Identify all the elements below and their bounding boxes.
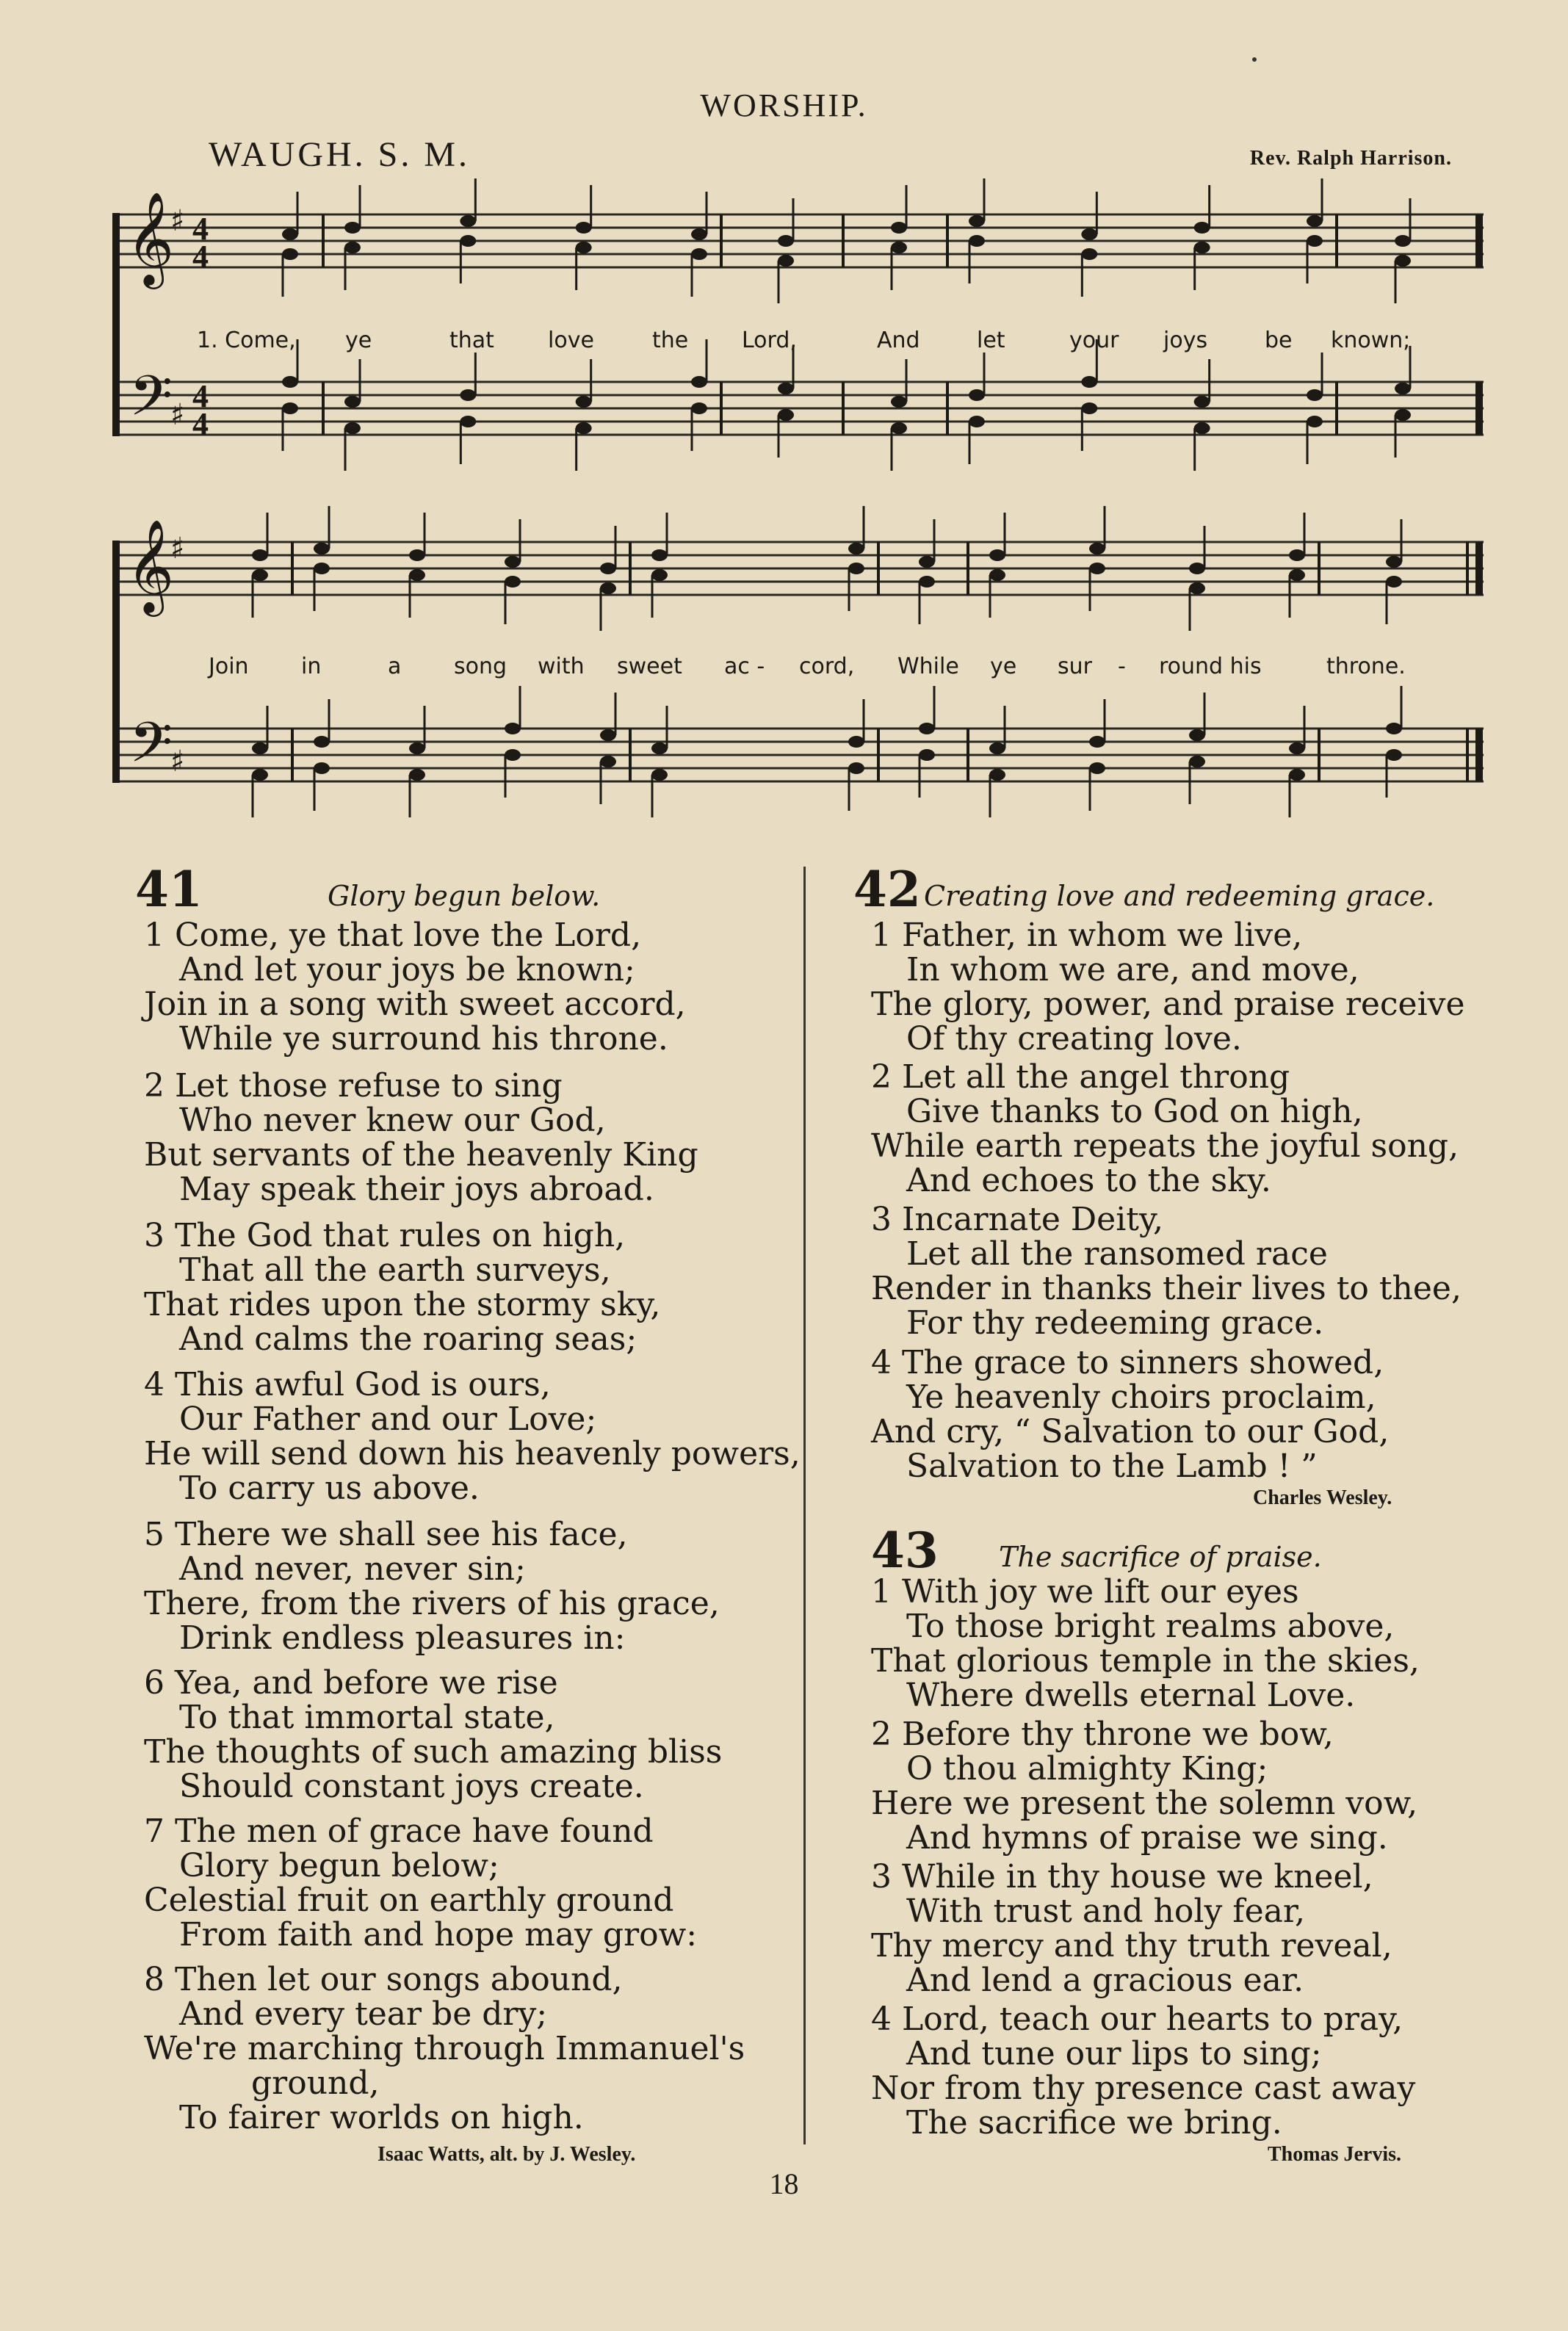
note-head — [576, 422, 592, 434]
sharp-icon: ♯ — [170, 745, 185, 778]
verse-line: Where dwells eternal Love. — [906, 1677, 1356, 1714]
note-head — [282, 376, 298, 388]
verse-line: And cry, “ Salvation to our God, — [871, 1413, 1390, 1450]
note-head — [600, 756, 616, 767]
note-head — [651, 742, 668, 754]
note-head — [1194, 222, 1210, 234]
time-signature-denominator: 4 — [192, 239, 209, 275]
verse-line: And calms the roaring seas; — [179, 1320, 637, 1358]
note-head — [1089, 762, 1105, 774]
verse-line: Nor from thy presence cast away — [871, 2070, 1416, 2107]
verse — [871, 1717, 1417, 1855]
note-head — [891, 422, 907, 434]
lyric-syllable: sweet — [617, 654, 682, 679]
lyric-syllable: ye — [345, 328, 372, 353]
verse — [871, 1575, 1420, 1713]
sharp-icon: ♯ — [170, 532, 185, 565]
note-head — [1307, 215, 1323, 227]
verse — [871, 1860, 1392, 1998]
note-head — [1386, 749, 1402, 761]
verse-line: 7 The men of grace have found — [144, 1813, 654, 1850]
note-head — [969, 235, 985, 247]
time-signature-numerator: 4 — [192, 378, 209, 414]
note-head — [919, 556, 935, 568]
note-head — [1386, 576, 1402, 588]
note-head — [314, 762, 330, 774]
verse — [144, 1962, 745, 2135]
verse-line: That glorious temple in the skies, — [871, 1642, 1420, 1680]
note-head — [409, 569, 425, 581]
note-head — [969, 215, 985, 227]
note-head — [891, 242, 907, 253]
note-head — [848, 736, 864, 748]
lyric-syllable: joys — [1163, 328, 1208, 353]
note-head — [344, 396, 361, 408]
note-head — [1307, 416, 1323, 427]
column-divider — [803, 867, 806, 2144]
verse-line: But servants of the heavenly King — [144, 1136, 698, 1174]
verse-line: Glory begun below; — [179, 1847, 499, 1884]
verse-line: Who never knew our God, — [179, 1102, 606, 1139]
note-head — [1189, 729, 1205, 741]
composer: Rev. Ralph Harrison. — [1249, 147, 1452, 170]
verse-line: Our Father and our Love; — [179, 1401, 597, 1438]
verse-line: Should constant joys create. — [179, 1768, 644, 1805]
verse-line: 4 Lord, teach our hearts to pray, — [871, 2001, 1403, 2038]
note-head — [651, 549, 668, 561]
note-head — [1395, 383, 1411, 394]
note-head — [778, 255, 794, 267]
note-head — [344, 222, 361, 234]
note-head — [1189, 582, 1205, 594]
treble-clef-icon: 𝄞 — [126, 518, 175, 612]
lyric-syllable: love — [548, 328, 594, 353]
verse-line: And never, never sin; — [179, 1550, 526, 1588]
note-head — [1289, 742, 1305, 754]
lyric-syllable: ac - — [724, 654, 765, 679]
note-head — [848, 563, 864, 574]
note-head — [460, 235, 476, 247]
note-head — [691, 402, 707, 414]
note-head — [600, 563, 616, 574]
verse-line: That rides upon the stormy sky, — [144, 1286, 661, 1323]
verse-line: May speak their joys abroad. — [179, 1171, 654, 1208]
verse-line: Drink endless pleasures in: — [179, 1619, 626, 1657]
note-head — [1289, 549, 1305, 561]
note-head — [848, 543, 864, 554]
note-head — [344, 242, 361, 253]
verse-line: 3 The God that rules on high, — [144, 1217, 626, 1254]
note-head — [1081, 228, 1097, 240]
note-head — [314, 543, 330, 554]
note-head — [460, 416, 476, 427]
note-head — [919, 576, 935, 588]
hymn-attribution: Charles Wesley. — [1253, 1486, 1392, 1509]
lyric-syllable: be — [1265, 328, 1293, 353]
verse-line: Here we present the solemn vow, — [871, 1785, 1418, 1822]
verse-line: 4 The grace to sinners showed, — [871, 1344, 1384, 1381]
music-score — [0, 0, 1568, 867]
note-head — [252, 742, 268, 754]
verse-line: 4 This awful God is ours, — [144, 1366, 551, 1403]
hymn-number: 42 — [853, 861, 921, 918]
verse-line: Celestial fruit on earthly ground — [144, 1882, 674, 1919]
note-head — [282, 402, 298, 414]
lyric-syllable: Lord, — [742, 328, 797, 353]
note-head — [1194, 396, 1210, 408]
verse-line: Let all the ransomed race — [906, 1235, 1328, 1273]
verse-line: 2 Let all the angel throng — [871, 1058, 1290, 1096]
verse-line: And lend a gracious ear. — [906, 1962, 1304, 1999]
lyric-syllable: a — [388, 654, 402, 679]
note-head — [314, 563, 330, 574]
verse-line: And tune our lips to sing; — [906, 2035, 1322, 2072]
note-head — [919, 749, 935, 761]
note-head — [891, 222, 907, 234]
verse-line: That all the earth surveys, — [179, 1251, 611, 1289]
verse — [144, 918, 686, 1056]
note-head — [1081, 248, 1097, 260]
lyric-syllable: your — [1069, 328, 1119, 353]
note-head — [460, 389, 476, 401]
note-head — [919, 723, 935, 734]
verse-line: He will send down his heavenly powers, — [144, 1435, 801, 1472]
note-head — [969, 416, 985, 427]
note-head — [989, 569, 1005, 581]
verse-line: The glory, power, and praise receive — [871, 986, 1465, 1023]
verse-line: Give thanks to God on high, — [906, 1093, 1363, 1130]
lyric-syllable: Join — [209, 654, 249, 679]
verse-line: For thy redeeming grace. — [906, 1304, 1324, 1342]
note-head — [691, 376, 707, 388]
note-head — [282, 248, 298, 260]
verse-line: 2 Let those refuse to sing — [144, 1067, 563, 1105]
note-head — [691, 248, 707, 260]
lyric-syllable: sur — [1058, 654, 1092, 679]
verse-line: 3 Incarnate Deity, — [871, 1201, 1163, 1238]
note-head — [1395, 255, 1411, 267]
running-head: WORSHIP. — [700, 87, 868, 123]
verse-line: 6 Yea, and before we rise — [144, 1664, 558, 1702]
verse — [144, 1069, 698, 1207]
note-head — [600, 729, 616, 741]
note-head — [252, 569, 268, 581]
lyric-syllable: known; — [1331, 328, 1411, 353]
note-head — [1395, 235, 1411, 247]
note-head — [409, 742, 425, 754]
note-head — [691, 228, 707, 240]
verse-line: Salvation to the Lamb ! ” — [906, 1448, 1318, 1485]
verse-line: ground, — [251, 2064, 380, 2102]
verse-line: The sacrifice we bring. — [906, 2104, 1282, 2142]
note-head — [778, 235, 794, 247]
verse-line: Join in a song with sweet accord, — [144, 986, 686, 1023]
note-head — [1081, 376, 1097, 388]
verse — [144, 1814, 697, 1952]
hymn-attribution: Isaac Watts, alt. by J. Wesley. — [377, 2143, 636, 2166]
note-head — [989, 742, 1005, 754]
verse-line: And echoes to the sky. — [906, 1162, 1271, 1199]
note-head — [1289, 769, 1305, 781]
lyric-syllable: the — [652, 328, 689, 353]
lyric-syllable: that — [449, 328, 494, 353]
note-head — [1395, 409, 1411, 421]
lyric-syllable: cord, — [799, 654, 855, 679]
verse-line: Of thy creating love. — [906, 1020, 1242, 1058]
lyric-syllable: ye — [990, 654, 1017, 679]
hymn-title: Creating love and redeeming grace. — [924, 880, 1435, 912]
note-head — [651, 769, 668, 781]
verse-line: To carry us above. — [179, 1470, 480, 1507]
lyric-syllable: with — [538, 654, 585, 679]
sharp-icon: ♯ — [170, 204, 185, 238]
note-head — [848, 762, 864, 774]
note-head — [505, 576, 521, 588]
bass-clef-icon: 𝄢 — [129, 710, 173, 789]
verse-line: And every tear be dry; — [179, 1995, 548, 2033]
verse-line: With trust and holy fear, — [906, 1893, 1306, 1930]
lyric-syllable: While — [897, 654, 959, 679]
note-head — [1089, 736, 1105, 748]
hymn-number: 41 — [135, 861, 203, 918]
lyric-syllable: - — [1118, 654, 1126, 679]
note-head — [576, 242, 592, 253]
verse-line: Ye heavenly choirs proclaim, — [906, 1378, 1376, 1416]
verse — [144, 1666, 722, 1804]
verse — [871, 1202, 1462, 1340]
note-head — [989, 769, 1005, 781]
note-head — [778, 409, 794, 421]
lyric-syllable: song — [454, 654, 507, 679]
treble-clef-icon: 𝄞 — [126, 191, 175, 285]
hymn-number: 43 — [871, 1522, 939, 1579]
verse-line: 1 Come, ye that love the Lord, — [144, 917, 642, 954]
verse-line: While ye surround his throne. — [179, 1020, 668, 1058]
note-head — [1307, 389, 1323, 401]
verse — [871, 918, 1465, 1056]
bass-clef-icon: 𝄢 — [129, 364, 173, 442]
note-head — [1089, 563, 1105, 574]
verse-line: To that immortal state, — [179, 1699, 555, 1736]
hymn-attribution: Thomas Jervis. — [1268, 2143, 1401, 2166]
note-head — [460, 215, 476, 227]
verse-line: To fairer worlds on high. — [179, 2099, 584, 2136]
verse-line: Render in thanks their lives to thee, — [871, 1270, 1462, 1307]
sharp-icon: ♯ — [170, 398, 185, 432]
note-head — [1289, 569, 1305, 581]
verse — [144, 1517, 720, 1655]
note-head — [651, 569, 668, 581]
note-head — [576, 222, 592, 234]
verse-line: And let your joys be known; — [179, 951, 635, 989]
note-head — [1189, 563, 1205, 574]
tune-name: WAUGH. S. M. — [209, 135, 471, 174]
verse-line: 8 Then let our songs abound, — [144, 1961, 623, 1998]
verse-line: There, from the rivers of his grace, — [144, 1585, 720, 1622]
note-head — [1194, 242, 1210, 253]
lyric-syllable: round his — [1159, 654, 1262, 679]
note-head — [1194, 422, 1210, 434]
verse-line: We're marching through Immanuel's — [144, 2030, 745, 2067]
hymn-title: The sacrifice of praise. — [999, 1541, 1322, 1573]
verse-line: 1 Father, in whom we live, — [871, 917, 1303, 954]
verse-line: 3 While in thy house we kneel, — [871, 1858, 1373, 1895]
note-head — [1307, 235, 1323, 247]
note-head — [314, 736, 330, 748]
note-head — [969, 389, 985, 401]
hymn-title: Glory begun below. — [328, 880, 601, 912]
note-head — [1386, 723, 1402, 734]
verse — [144, 1218, 660, 1356]
verse-line: And hymns of praise we sing. — [906, 1819, 1388, 1857]
note-head — [778, 383, 794, 394]
note-head — [505, 749, 521, 761]
verse — [871, 1060, 1459, 1198]
verse-line: While earth repeats the joyful song, — [871, 1127, 1459, 1165]
note-head — [1081, 402, 1097, 414]
time-signature-numerator: 4 — [192, 211, 209, 247]
verse-line: Thy mercy and thy truth reveal, — [871, 1927, 1392, 1965]
lyric-syllable: And — [877, 328, 920, 353]
lyric-syllable: 1. Come, — [197, 328, 296, 353]
note-head — [576, 396, 592, 408]
note-head — [282, 228, 298, 240]
lyric-syllable: throne. — [1326, 654, 1406, 679]
verse-line: O thou almighty King; — [906, 1750, 1268, 1788]
note-head — [1089, 543, 1105, 554]
note-head — [252, 549, 268, 561]
lyric-syllable: in — [301, 654, 322, 679]
note-head — [1189, 756, 1205, 767]
verse-line: The thoughts of such amazing bliss — [144, 1733, 723, 1771]
time-signature-denominator: 4 — [192, 406, 209, 442]
note-head — [505, 556, 521, 568]
note-head — [409, 769, 425, 781]
verse-line: From faith and hope may grow: — [179, 1916, 698, 1954]
page-number: 18 — [769, 2167, 799, 2200]
verse-line: 1 With joy we lift our eyes — [871, 1573, 1299, 1611]
verse-line: 2 Before thy throne we bow, — [871, 1716, 1334, 1753]
note-head — [600, 582, 616, 594]
verse — [144, 1367, 801, 1506]
verse — [871, 2002, 1415, 2140]
note-head — [891, 396, 907, 408]
verse-line: To those bright realms above, — [906, 1608, 1395, 1645]
note-head — [344, 422, 361, 434]
verse-line: In whom we are, and move, — [906, 951, 1359, 989]
verse — [871, 1345, 1389, 1483]
note-head — [505, 723, 521, 734]
note-head — [1386, 556, 1402, 568]
note-head — [989, 549, 1005, 561]
note-head — [409, 549, 425, 561]
verse-line: 5 There we shall see his face, — [144, 1516, 628, 1553]
lyric-syllable: let — [977, 328, 1005, 353]
note-head — [252, 769, 268, 781]
